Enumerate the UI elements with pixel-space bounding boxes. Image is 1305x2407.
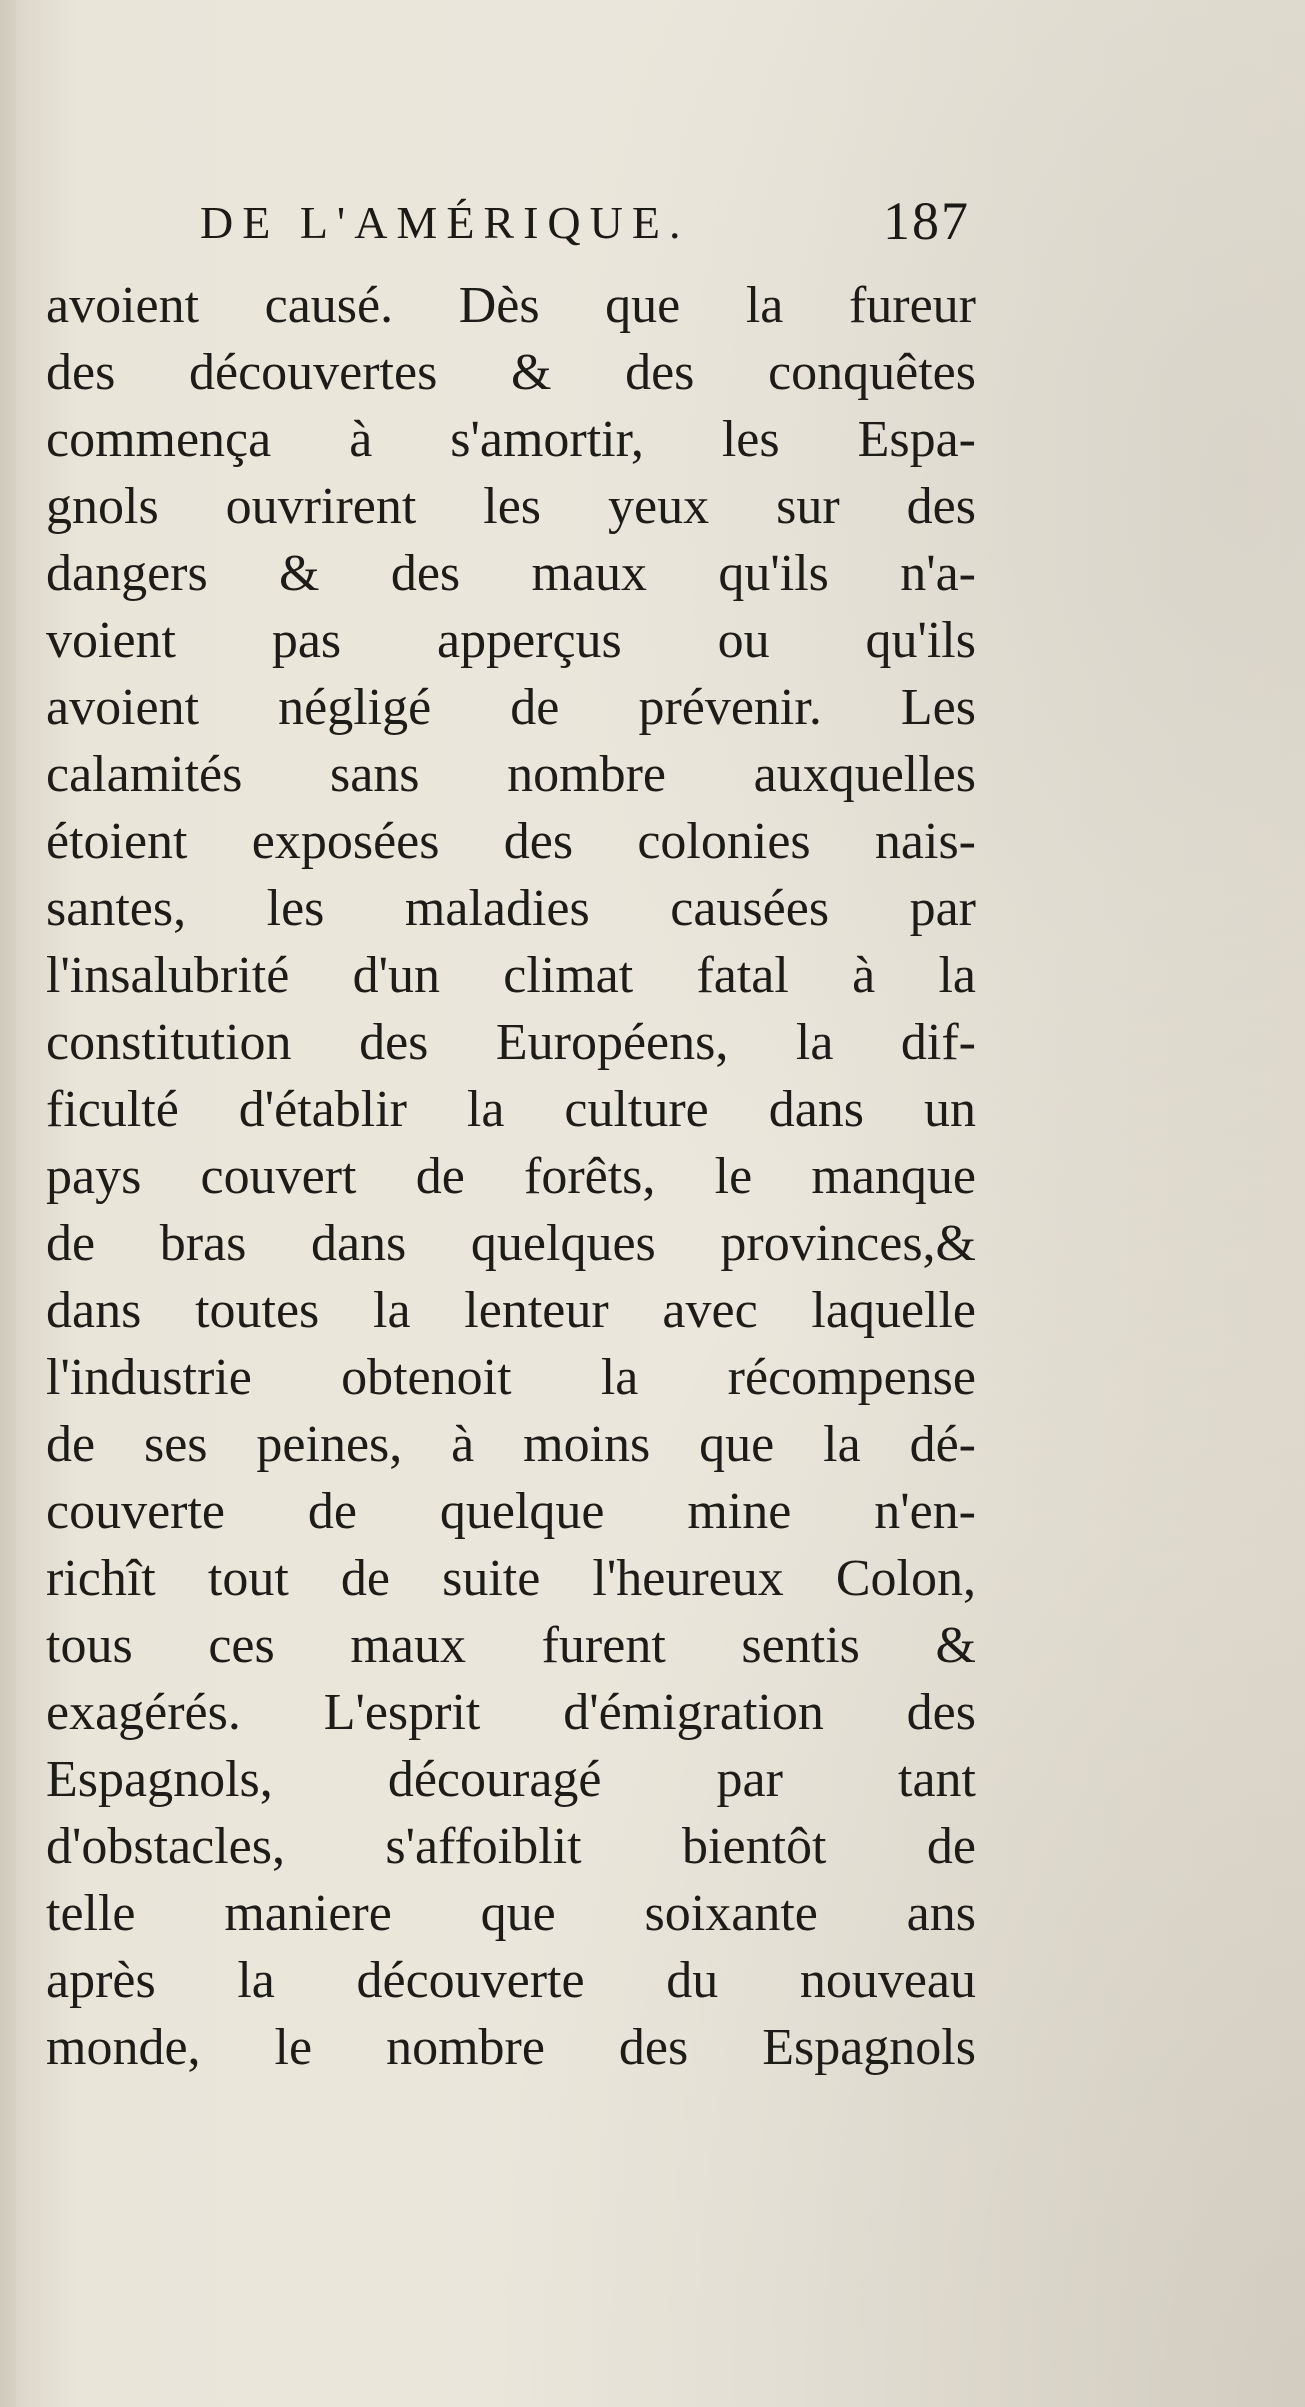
text-line: calamités sans nombre auxquelles [46,746,976,803]
page-gutter-shadow [0,0,22,2407]
show-through-bleed [1010,430,1180,900]
text-line: tous ces maux furent sentis & [46,1617,976,1674]
text-line: gnols ouvrirent les yeux sur des [46,478,976,535]
text-line: voient pas apperçus ou qu'ils [46,612,976,669]
text-line: constitution des Européens, la dif- [46,1014,976,1071]
text-line: étoient exposées des colonies nais- [46,813,976,870]
text-line: exagérés. L'esprit d'émigration des [46,1684,976,1741]
text-line: avoient causé. Dès que la fureur [46,277,976,334]
text-line: d'obstacles, s'affoiblit bientôt de [46,1818,976,1875]
text-line: dangers & des maux qu'ils n'a- [46,545,976,602]
text-line: de bras dans quelques provinces,& [46,1215,976,1272]
text-line: l'industrie obtenoit la récompense [46,1349,976,1406]
text-line: monde, le nombre des Espagnols [46,2019,976,2076]
text-line: telle maniere que soixante ans [46,1885,976,1942]
text-line: dans toutes la lenteur avec laquelle [46,1282,976,1339]
running-title: DE L'AMÉRIQUE. [200,197,690,248]
text-line: couverte de quelque mine n'en- [46,1483,976,1540]
text-line: Espagnols, découragé par tant [46,1751,976,1808]
text-line: après la découverte du nouveau [46,1952,976,2009]
body-text [46,272,976,2081]
text-line: pays couvert de forêts, le manque [46,1148,976,1205]
text-line: ficulté d'établir la culture dans un [46,1081,976,1138]
text-line: santes, les maladies causées par [46,880,976,937]
page-number: 187 [883,191,970,251]
page-header [200,191,970,268]
text-line: commença à s'amortir, les Espa- [46,411,976,468]
text-line: des découvertes & des conquêtes [46,344,976,401]
text-line: avoient négligé de prévenir. Les [46,679,976,736]
text-line: richît tout de suite l'heureux Colon, [46,1550,976,1607]
text-line: l'insalubrité d'un climat fatal à la [46,947,976,1004]
text-line: de ses peines, à moins que la dé- [46,1416,976,1473]
